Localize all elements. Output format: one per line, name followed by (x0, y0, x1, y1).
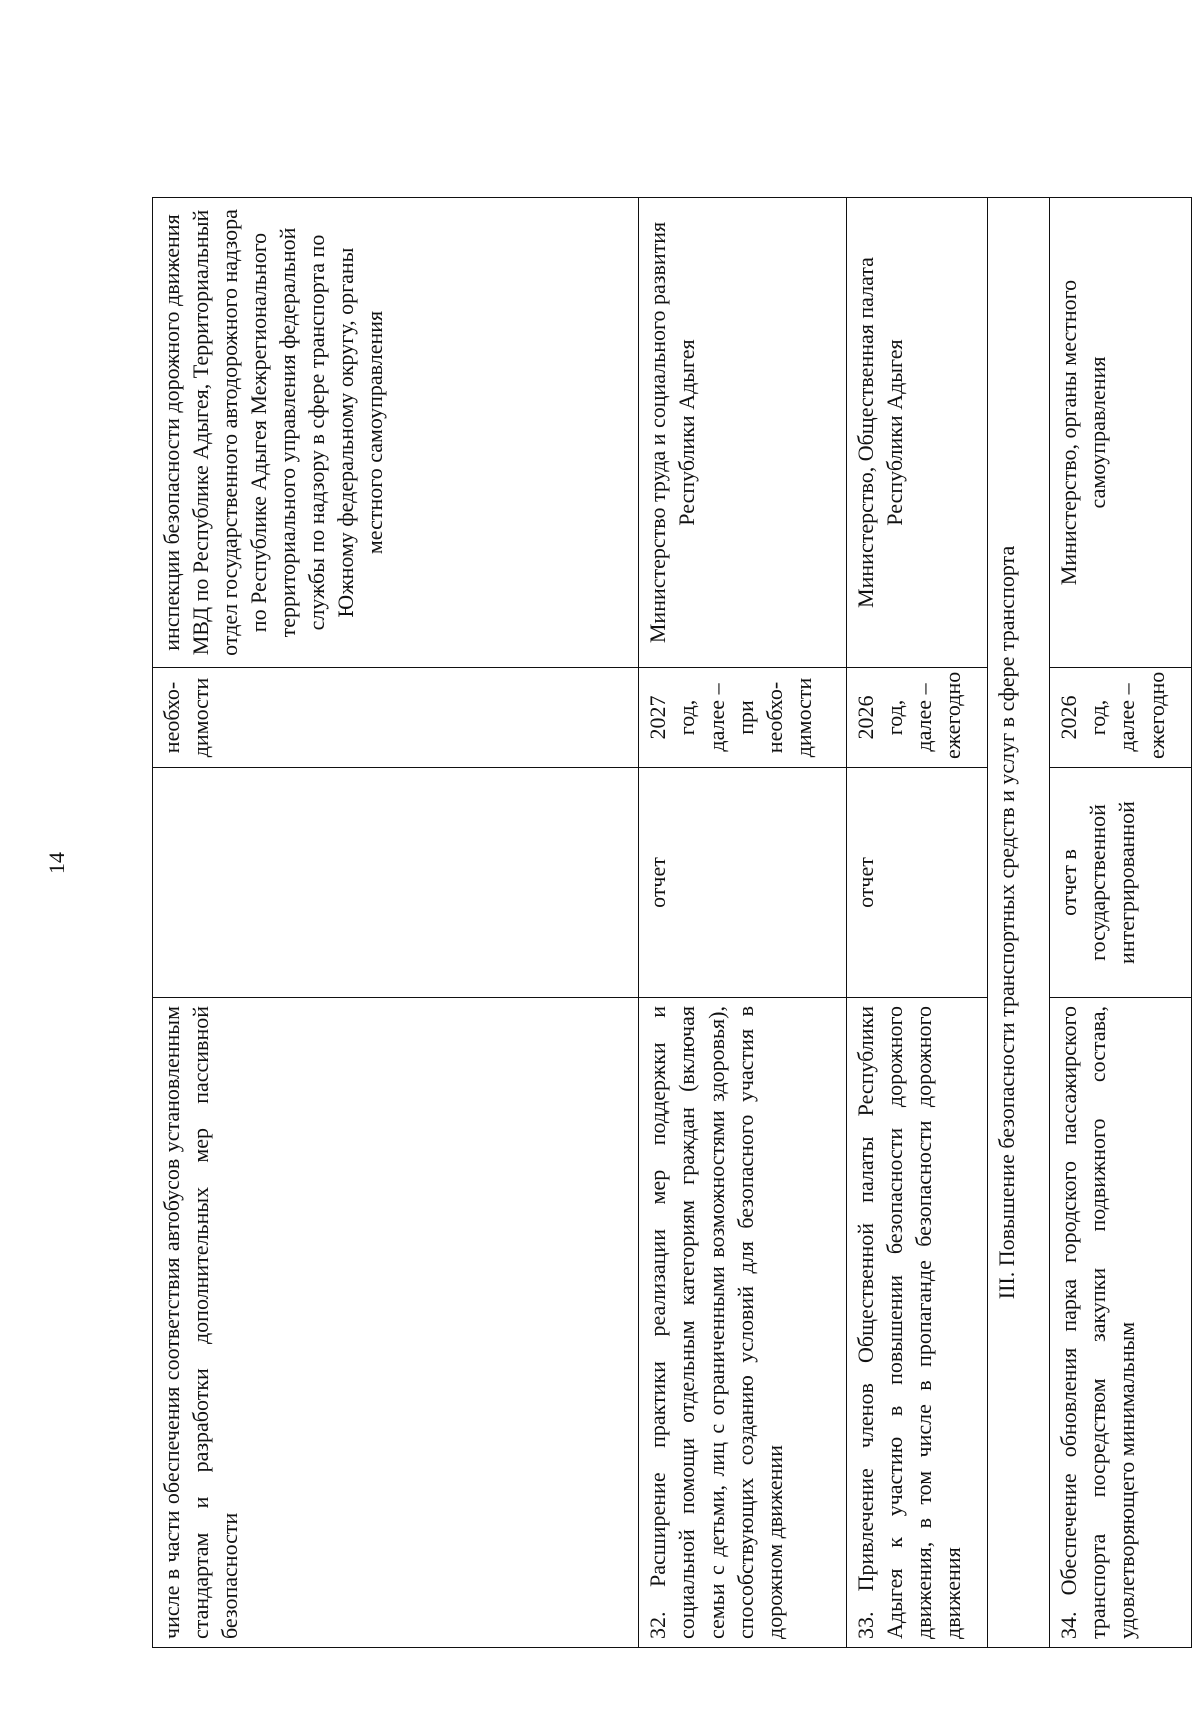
executors-cell: Министерство труда и социального развития Республики Адыгея (639, 198, 846, 668)
result-cell: отчет (639, 768, 846, 998)
result-cell: отчет (846, 768, 988, 998)
table-row (153, 198, 639, 1648)
table-row (846, 198, 988, 1648)
section-row (988, 198, 1050, 1648)
table-row (1050, 198, 1192, 1648)
activity-cell: 33. Привлечение членов Общественной палаты Республики Адыгея к участию в повышении безопасности дорожного движения, в том числе в пропаганде безопасности дорожного движения (846, 998, 988, 1648)
deadline-cell: необхо-димости (153, 668, 639, 768)
result-cell (153, 768, 639, 998)
deadline-cell: 2027 год, далее – при необхо-димости (639, 668, 846, 768)
activity-cell: 32. Расширение практики реализации мер поддержки и социальной помощи отдельным категориям граждан (включая семьи с детьми, лиц с ограниченными возможностями здоровья), способствующих созданию условий для безопасного участия в дорожном движении (639, 998, 846, 1648)
deadline-cell: 2026 год, далее – ежегодно (1050, 668, 1192, 768)
rotated-table-frame (152, 198, 1192, 1648)
result-cell: отчет в государственной интегрированной (1050, 768, 1192, 998)
measures-table (152, 197, 1192, 1648)
table-row (639, 198, 846, 1648)
activity-cell: числе в части обеспечения соответствия автобусов установленным стандартам и разработки дополнительных мер пассивной безопасности (153, 998, 639, 1648)
executors-cell: инспекции безопасности дорожного движения МВД по Республике Адыгея, Территориальный отдел государственного автодорожного надзора по Республике Адыгея Межрегионального территориального управления федеральной службы по надзору в сфере транспорта по Южному федеральному округу, органы местного самоуправления (153, 198, 639, 668)
page-number: 14 (44, 852, 69, 874)
activity-cell: 34. Обеспечение обновления парка городского пассажирского транспорта посредством закупки подвижного состава, удовлетворяющего минимальным (1050, 998, 1192, 1648)
section-title: III. Повышение безопасности транспортных средств и услуг в сфере транспорта (988, 198, 1050, 1648)
executors-cell: Министерство, органы местного самоуправления (1050, 198, 1192, 668)
deadline-cell: 2026 год, далее – ежегодно (846, 668, 988, 768)
executors-cell: Министерство, Общественная палата Республики Адыгея (846, 198, 988, 668)
